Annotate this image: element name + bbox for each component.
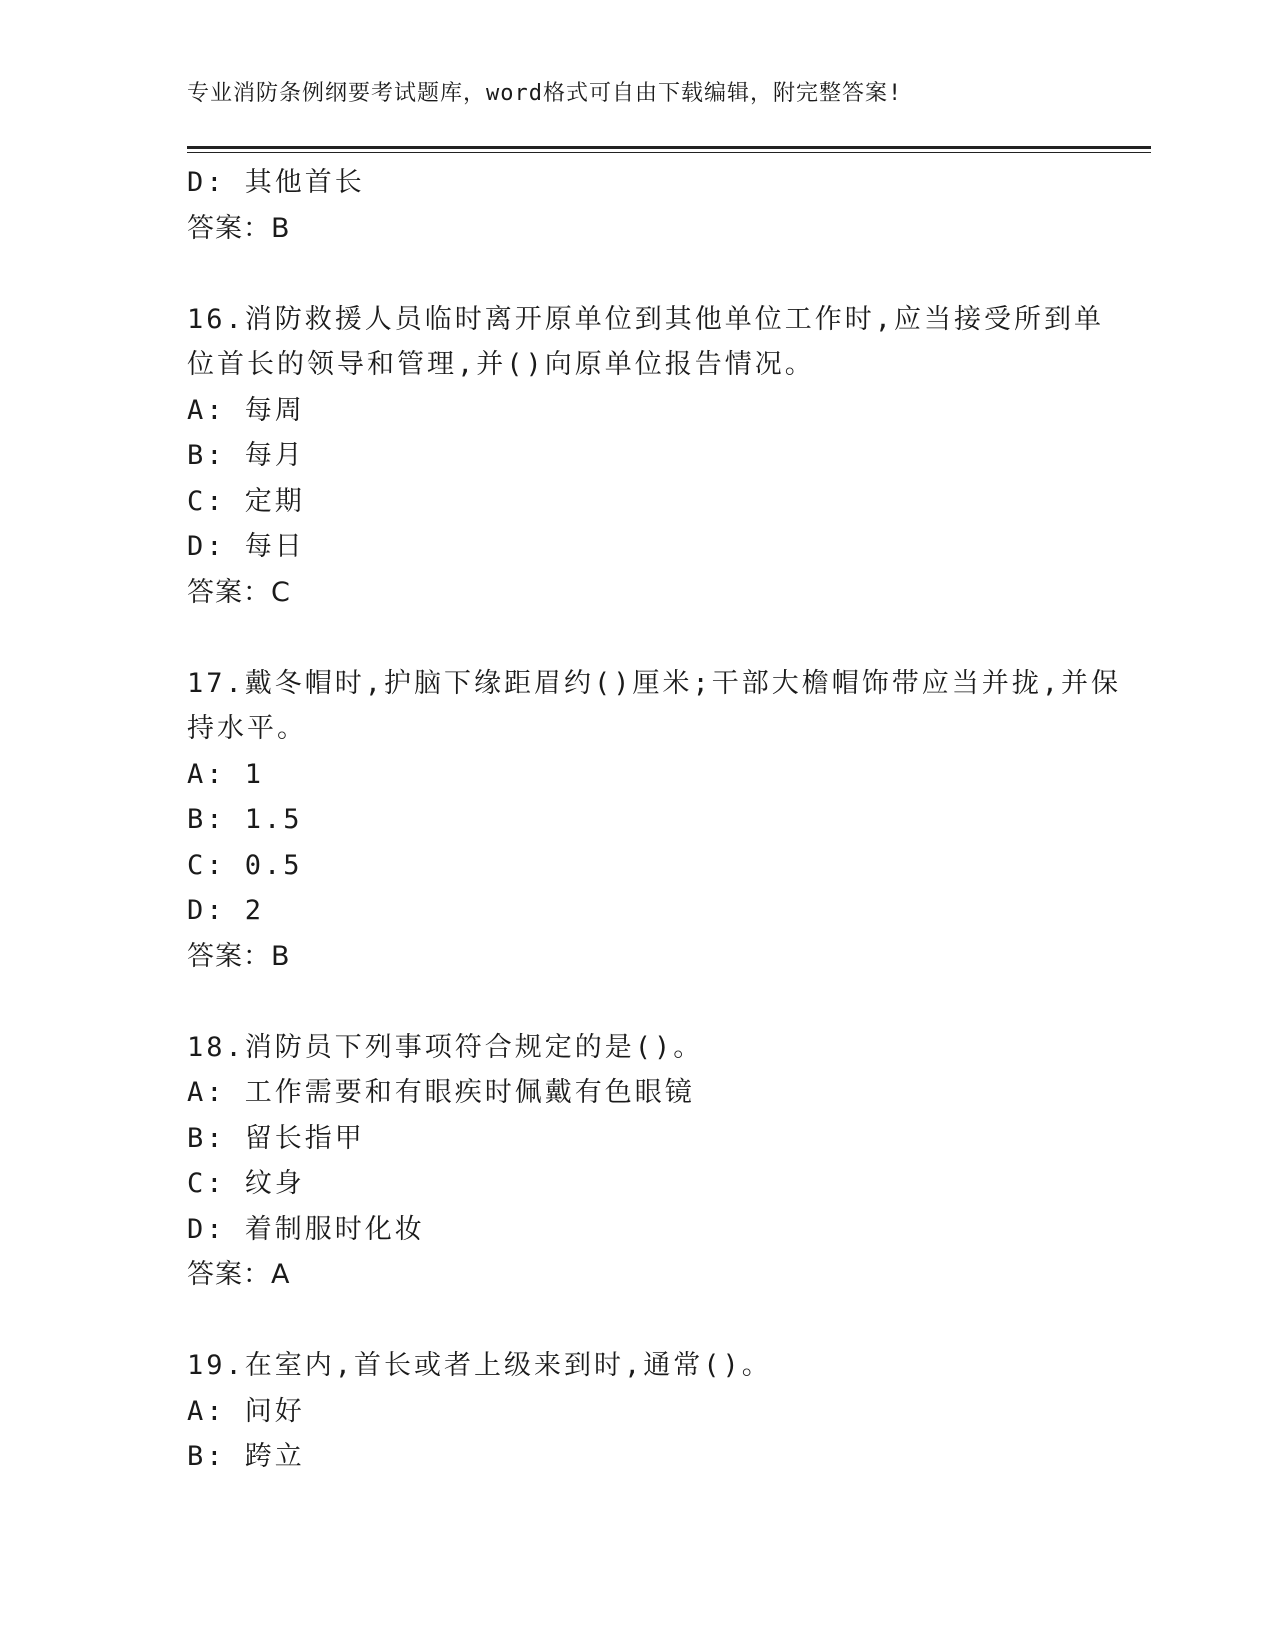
question-18 xyxy=(187,1025,1057,1298)
answer-line: 答案：C xyxy=(187,576,291,608)
option-a: A: 工作需要和有眼疾时佩戴有色眼镜 xyxy=(187,1077,695,1108)
answer-line: 答案：B xyxy=(187,940,291,972)
question-stem-line: 17.戴冬帽时,护脑下缘距眉约()厘米;干部大檐帽饰带应当并拢,并保 xyxy=(187,667,1122,699)
question-content xyxy=(187,160,1122,1480)
option-a: A: 1 xyxy=(187,758,265,790)
spacer xyxy=(187,979,1057,1025)
option-d: D: 其他首长 xyxy=(187,167,365,198)
spacer xyxy=(187,251,1057,297)
spacer xyxy=(187,1298,1057,1344)
question-stem-line: 持水平。 xyxy=(187,713,307,744)
answer-line: 答案：A xyxy=(187,1259,291,1290)
question-16 xyxy=(187,297,1105,616)
header-rule-thick xyxy=(187,146,1151,149)
option-b: B: 1.5 xyxy=(187,804,303,835)
question-stem-line: 16.消防救援人员临时离开原单位到其他单位工作时,应当接受所到单 xyxy=(187,303,1105,335)
option-b: B: 每月 xyxy=(187,440,305,471)
option-d: D: 2 xyxy=(187,895,265,926)
answer-line: 答案：B xyxy=(187,212,291,244)
spacer xyxy=(187,615,1057,661)
question-stem-line: 19.在室内,首长或者上级来到时,通常()。 xyxy=(187,1350,772,1381)
question-17 xyxy=(187,661,1122,980)
option-a: A: 每周 xyxy=(187,394,305,426)
option-d: D: 每日 xyxy=(187,531,305,562)
page-header: 专业消防条例纲要考试题库，word格式可自由下载编辑，附完整答案! xyxy=(187,81,903,106)
question-19 xyxy=(187,1343,1057,1480)
option-c: C: 0.5 xyxy=(187,849,303,881)
option-b: B: 留长指甲 xyxy=(187,1122,365,1154)
question-stem-line: 位首长的领导和管理,并()向原单位报告情况。 xyxy=(187,349,815,380)
option-a: A: 问好 xyxy=(187,1395,305,1427)
option-c: C: 定期 xyxy=(187,485,305,517)
option-d: D: 着制服时化妆 xyxy=(187,1213,425,1245)
option-c: C: 纹身 xyxy=(187,1168,305,1199)
question-stem-line: 18.消防员下列事项符合规定的是()。 xyxy=(187,1031,704,1063)
header-rule-thin xyxy=(187,152,1151,153)
option-b: B: 跨立 xyxy=(187,1441,305,1472)
